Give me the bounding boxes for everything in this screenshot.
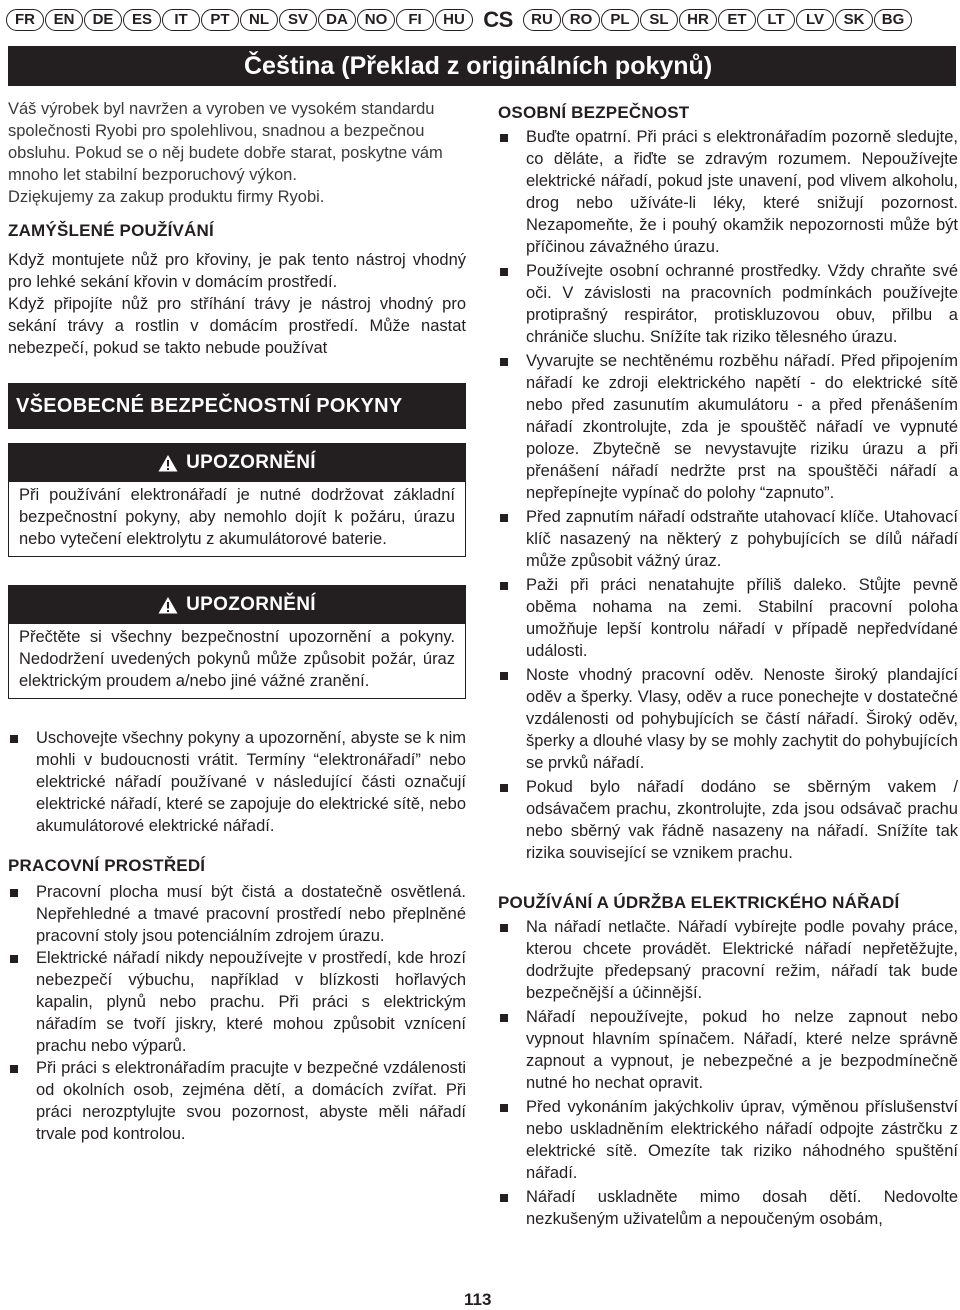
- list-item: Paži při práci nenatahujte příliš daleko. Stůjte pevně oběma nohama na zemi. Stabilní pracovní poloha umožňuje lepší kontrolu nářadí v případě nepředvídané události.: [498, 574, 958, 662]
- keep-instructions-list: [8, 727, 466, 837]
- language-pt[interactable]: PT: [201, 9, 239, 31]
- left-column: [8, 98, 466, 1145]
- list-item: Nářadí uskladněte mimo dosah dětí. Nedovolte nezkušeným uživatelům a nepoučeným osobám,: [498, 1186, 958, 1230]
- page-title: Čeština (Překlad z originálních pokynů): [8, 46, 956, 86]
- intro-thanks: Dziękujemy za zakup produktu firmy Ryobi.: [8, 188, 325, 206]
- warning-box-2: [8, 585, 466, 699]
- language-de[interactable]: DE: [84, 9, 122, 31]
- language-bg[interactable]: BG: [874, 9, 912, 31]
- language-cs[interactable]: CS: [483, 7, 513, 32]
- page-number: 113: [464, 1290, 492, 1309]
- list-item: Vyvarujte se nechtěnému rozběhu nářadí. Před připojením nářadí ke zdroji elektrického napětí - do elektrické sítě nebo před zasunutím akumulátoru - a před přenášením nářadí zkontrolujte, zda je spouštěč nářadí ve vypnuté poloze. Zbytečně se nevystavujte riziku úrazu a při přenášení nářadí nedržte prst na spouštěči nářadí a nepřepínejte vypínač do polohy “zapnuto”.: [498, 350, 958, 504]
- language-fr[interactable]: FR: [6, 9, 44, 31]
- warning-text-2: Přečtěte si všechny bezpečnostní upozornění a pokyny. Nedodržení uvedených pokynů může způsobit požár, úraz elektrickým proudem a/nebo jiné vážné zranění.: [19, 628, 455, 690]
- language-da[interactable]: DA: [318, 9, 356, 31]
- general-safety-banner: VŠEOBECNÉ BEZPEČNOSTNÍ POKYNY: [8, 383, 466, 429]
- list-item: Před zapnutím nářadí odstraňte utahovací klíče. Utahovací klíč nasazený na některý z pohybujících se dílů nářadí může způsobit vážný úraz.: [498, 506, 958, 572]
- language-nl[interactable]: NL: [240, 9, 278, 31]
- personal-safety-list: [498, 126, 958, 864]
- intended-use-p2: Když připojíte nůž pro stříhání trávy je nástroj vhodný pro sekání trávy a rostlin v domácím prostředí. Může nastat nebezpečí, pokud se takto nebude používat: [8, 295, 466, 357]
- language-hu[interactable]: HU: [435, 9, 473, 31]
- language-hr[interactable]: HR: [679, 9, 717, 31]
- tool-use-heading: POUŽÍVÁNÍ A ÚDRŽBA ELEKTRICKÉHO NÁŘADÍ: [498, 893, 900, 912]
- language-no[interactable]: NO: [357, 9, 395, 31]
- list-item: Nářadí nepoužívejte, pokud ho nelze zapnout nebo vypnout hlavním spínačem. Nářadí, které nelze správně zapnout a vypnout, je nebezpečné a je bezpodmínečně nutné ho nechat opravit.: [498, 1006, 958, 1094]
- language-ro[interactable]: RO: [562, 9, 600, 31]
- list-item: Elektrické nářadí nikdy nepoužívejte v prostředí, kde hrozí nebezpečí výbuchu, například v blízkosti hořlavých kapalin, plynů nebo prachu. Při práci s elektrickým nářadím se tvoří jiskry, které mohou způsobit vznícení prachu nebo výparů.: [8, 947, 466, 1057]
- list-item: Při práci s elektronářadím pracujte v bezpečné vzdálenosti od okolních osob, zejména dětí, a domácích zvířat. Při práci nerozptylujte svou pozornost, abyste měli nářadí trvale pod kontrolou.: [8, 1057, 466, 1145]
- list-item: Uschovejte všechny pokyny a upozornění, abyste se k nim mohli v budoucnosti vrátit. Termíny “elektronářadí” nebo elektrické nářadí používané v následující části označují elektrické nářadí, které se zapojuje do elektrické sítě, nebo akumulátorové elektrické nářadí.: [8, 727, 466, 837]
- warning-box-1: [8, 443, 466, 557]
- intended-use-heading: ZAMÝŠLENÉ POUŽÍVÁNÍ: [8, 221, 214, 240]
- list-item: Pracovní plocha musí být čistá a dostatečně osvětlená. Nepřehledné a tmavé pracovní prostředí nebo přeplněné pracovní stoly jsou potenciálním zdrojem úrazu.: [8, 881, 466, 947]
- language-lv[interactable]: LV: [796, 9, 834, 31]
- warning-header-1: [9, 444, 465, 482]
- warning-text-1: Při používání elektronářadí je nutné dodržovat základní bezpečnostní pokyny, aby nemohlo dojít k požáru, úrazu nebo vytečení elektrolytu z akumulátorové baterie.: [19, 486, 455, 548]
- language-it[interactable]: IT: [162, 9, 200, 31]
- warning-triangle-icon: [158, 596, 178, 614]
- warning-body-2: [9, 624, 465, 698]
- language-fi[interactable]: FI: [396, 9, 434, 31]
- warning-triangle-icon: [158, 454, 178, 472]
- language-et[interactable]: ET: [718, 9, 756, 31]
- list-item: Noste vhodný pracovní oděv. Nenoste široký plandající oděv a šperky. Vlasy, oděv a ruce ponechejte v dostatečné vzdálenosti od pohybujících se částí nářadí. Široký oděv, šperky a dlouhé vlasy by se mohly zachytit do pohybujících se prvků nářadí.: [498, 664, 958, 774]
- language-lt[interactable]: LT: [757, 9, 795, 31]
- list-item: Na nářadí netlačte. Nářadí vybírejte podle povahy práce, kterou chcete provádět. Elektrické nářadí nepřetěžujte, dodržujte předepsaný pracovní režim, nářadí tak bude bezpečnější a účinnější.: [498, 916, 958, 1004]
- list-item: Před vykonáním jakýchkoliv úprav, výměnou příslušenství nebo uskladněním elektrického nářadí odpojte zástrčku z elektrické sítě. Omezíte tak riziko náhodného spuštění nářadí.: [498, 1096, 958, 1184]
- language-bar: [6, 8, 956, 32]
- language-es[interactable]: ES: [123, 9, 161, 31]
- warning-header-2: [9, 586, 465, 624]
- list-item: Používejte osobní ochranné prostředky. Vždy chraňte své oči. V závislosti na pracovních podmínkách používejte protiprašný respirátor, protiskluzovou obuv, přilbu a chrániče sluchu. Snížíte tak riziko tělesného úrazu.: [498, 260, 958, 348]
- intro-text: Váš výrobek byl navržen a vyroben ve vysokém standardu společnosti Ryobi pro spolehlivou, snadnou a bezpečnou obsluhu. Pokud se o něj budete dobře starat, poskytne vám mnoho let stabilní bezporuchový výkon.: [8, 100, 443, 184]
- tool-use-list: [498, 916, 958, 1230]
- personal-safety-heading: OSOBNÍ BEZPEČNOST: [498, 103, 690, 122]
- language-pl[interactable]: PL: [601, 9, 639, 31]
- work-area-list: [8, 881, 466, 1145]
- warning-body-1: [9, 482, 465, 556]
- right-column: [498, 98, 958, 1230]
- language-sl[interactable]: SL: [640, 9, 678, 31]
- language-sk[interactable]: SK: [835, 9, 873, 31]
- warning-title-2: UPOZORNĚNÍ: [186, 594, 316, 615]
- list-item: Buďte opatrní. Při práci s elektronářadím pozorně sledujte, co děláte, a řiďte se zdravým rozumem. Nepoužívejte elektrické nářadí, pokud jste unavení, pod vlivem alkoholu, drog nebo užíváte-li léky, které snižují pozornost. Nezapomeňte, že i pouhý okamžik nepozornosti může být příčinou závažného úrazu.: [498, 126, 958, 258]
- intended-use-p1: Když montujete nůž pro křoviny, je pak tento nástroj vhodný pro lehké sekání křovin v domácím prostředí.: [8, 251, 466, 291]
- list-item: Pokud bylo nářadí dodáno se sběrným vakem / odsávačem prachu, zkontrolujte, zda jsou odsávač prachu nebo sběrný vak řádně nasazeny na nářadí. Snížíte tak rizika související se vznikem prachu.: [498, 776, 958, 864]
- language-ru[interactable]: RU: [523, 9, 561, 31]
- work-area-heading: PRACOVNÍ PROSTŘEDÍ: [8, 856, 206, 875]
- language-en[interactable]: EN: [45, 9, 83, 31]
- language-sv[interactable]: SV: [279, 9, 317, 31]
- warning-title-1: UPOZORNĚNÍ: [186, 452, 316, 473]
